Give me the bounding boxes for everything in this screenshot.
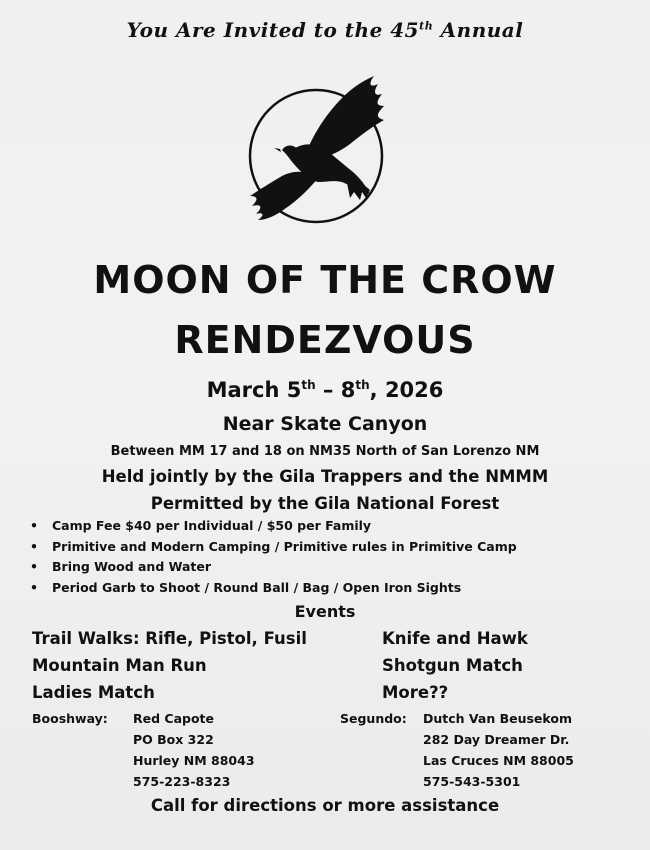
date-start-sup: th <box>301 378 316 392</box>
hosts-permitted: Permitted by the Gila National Forest <box>150 494 500 513</box>
date-dash: – <box>315 378 341 402</box>
event-item: Knife and Hawk <box>382 629 528 648</box>
date-start: March 5 <box>206 378 302 402</box>
events-left-column <box>32 625 307 706</box>
info-list <box>30 516 517 598</box>
event-item: Ladies Match <box>32 683 155 702</box>
events-right-column <box>382 625 528 706</box>
event-dates <box>0 378 650 402</box>
event-item: Mountain Man Run <box>32 656 207 675</box>
contact-role-label: Segundo: <box>340 711 407 726</box>
location-name: Near Skate Canyon <box>222 413 428 435</box>
events-heading: Events <box>294 602 356 621</box>
event-item: Trail Walks: Rifle, Pistol, Fusil <box>32 629 307 648</box>
contact-role-label: Booshway: <box>32 711 108 726</box>
event-item: Shotgun Match <box>382 656 523 675</box>
event-subtitle: RENDEZVOUS <box>174 318 476 362</box>
contact-city: Las Cruces NM 88005 <box>423 753 574 768</box>
invite-sup: th <box>419 19 434 33</box>
list-item-text: Camp Fee $40 per Individual / $50 per Family <box>52 518 372 533</box>
list-item <box>30 578 517 599</box>
list-item-text: Bring Wood and Water <box>52 559 212 574</box>
date-end: 8 <box>340 378 356 402</box>
date-year: , 2026 <box>369 378 444 402</box>
call-to-action: Call for directions or more assistance <box>150 796 500 815</box>
date-end-sup: th <box>355 378 370 392</box>
invite-suffix: Annual <box>433 18 524 42</box>
segundo-role <box>340 708 407 729</box>
segundo-details <box>423 708 574 792</box>
list-item-text: Primitive and Modern Camping / Primitive rules in Primitive Camp <box>52 538 517 554</box>
hosts-jointly: Held jointly by the Gila Trappers and the NMMM <box>101 467 549 486</box>
contact-name: Dutch Van Beusekom <box>423 711 572 726</box>
location-directions: Between MM 17 and 18 on NM35 North of San Lorenzo NM <box>110 444 540 459</box>
booshway-details <box>133 708 255 792</box>
contact-phone: 575-543-5301 <box>423 774 521 789</box>
contact-address: 282 Day Dreamer Dr. <box>423 732 570 747</box>
bullet-icon: • <box>30 518 38 533</box>
list-item-text: Period Garb to Shoot / Round Ball / Bag / Open Iron Sights <box>52 579 462 595</box>
bullet-icon: • <box>30 559 38 574</box>
contact-city: Hurley NM 88043 <box>133 753 255 768</box>
invite-line <box>0 18 650 42</box>
bullet-icon: • <box>30 579 38 595</box>
booshway-role <box>32 708 108 729</box>
event-item: More?? <box>382 683 449 702</box>
event-title: MOON OF THE CROW <box>93 258 557 302</box>
contact-address: PO Box 322 <box>133 732 214 747</box>
contact-phone: 575-223-8323 <box>133 774 231 789</box>
list-item <box>30 516 517 537</box>
bullet-icon: • <box>30 538 38 554</box>
crow-icon <box>238 70 398 230</box>
list-item <box>30 557 517 578</box>
invite-text: You Are Invited to the 45 <box>126 18 420 42</box>
list-item <box>30 537 517 558</box>
contact-name: Red Capote <box>133 711 214 726</box>
